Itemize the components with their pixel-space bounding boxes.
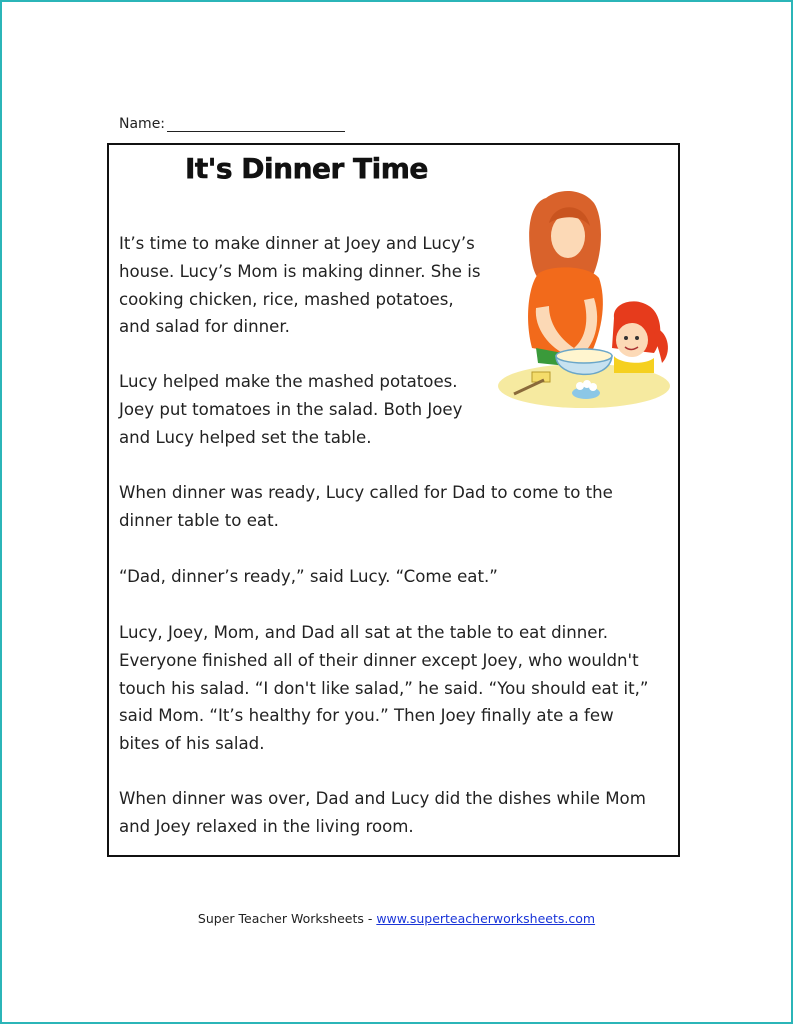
paragraph-6 — [119, 785, 646, 841]
paragraph-line: It’s time to make dinner at Joey and Lucy’s — [119, 234, 475, 253]
paragraph-line: Joey put tomatoes in the salad. Both Joey — [119, 399, 463, 419]
paragraph-line: said Mom. “It’s healthy for you.” Then Joey finally ate a few — [119, 706, 614, 726]
name-blank-line — [167, 117, 345, 132]
paragraph-line: and salad for dinner. — [119, 317, 290, 337]
paragraph-line: cooking chicken, rice, mashed potatoes, — [119, 289, 454, 309]
footer-link[interactable]: www.superteacherworksheets.com — [376, 911, 596, 926]
paragraph-5 — [119, 619, 649, 758]
paragraph-line: dinner table to eat. — [119, 510, 279, 530]
paragraph-line: touch his salad. “I don't like salad,” he said. “You should eat it,” — [119, 678, 649, 698]
paragraph-line: When dinner was ready, Lucy called for Dad to come to the — [119, 483, 613, 502]
paragraph-line: and Lucy helped set the table. — [119, 427, 372, 447]
paragraph-line: and Joey relaxed in the living room. — [119, 816, 414, 836]
name-field — [119, 116, 345, 132]
paragraph-2 — [119, 368, 462, 451]
paragraph-line: “Dad, dinner’s ready,” said Lucy. “Come eat.” — [119, 567, 498, 586]
footer-text: Super Teacher Worksheets - — [197, 911, 377, 926]
paragraph-line: Lucy helped make the mashed potatoes. — [119, 372, 458, 391]
footer — [0, 911, 793, 926]
paragraph-line: When dinner was over, Dad and Lucy did the dishes while Mom — [119, 789, 646, 808]
name-label: Name: — [119, 116, 166, 132]
page-title: It's Dinner Time — [185, 152, 428, 185]
paragraph-line: Lucy, Joey, Mom, and Dad all sat at the table to eat dinner. — [119, 623, 609, 642]
paragraph-4 — [119, 563, 498, 591]
paragraph-1 — [119, 230, 481, 341]
mom-and-daughter-cooking-icon — [494, 188, 672, 418]
paragraph-3 — [119, 479, 613, 535]
paragraph-line: bites of his salad. — [119, 734, 265, 754]
paragraph-line: Everyone finished all of their dinner except Joey, who wouldn't — [119, 650, 639, 670]
paragraph-line: house. Lucy’s Mom is making dinner. She is — [119, 261, 481, 281]
